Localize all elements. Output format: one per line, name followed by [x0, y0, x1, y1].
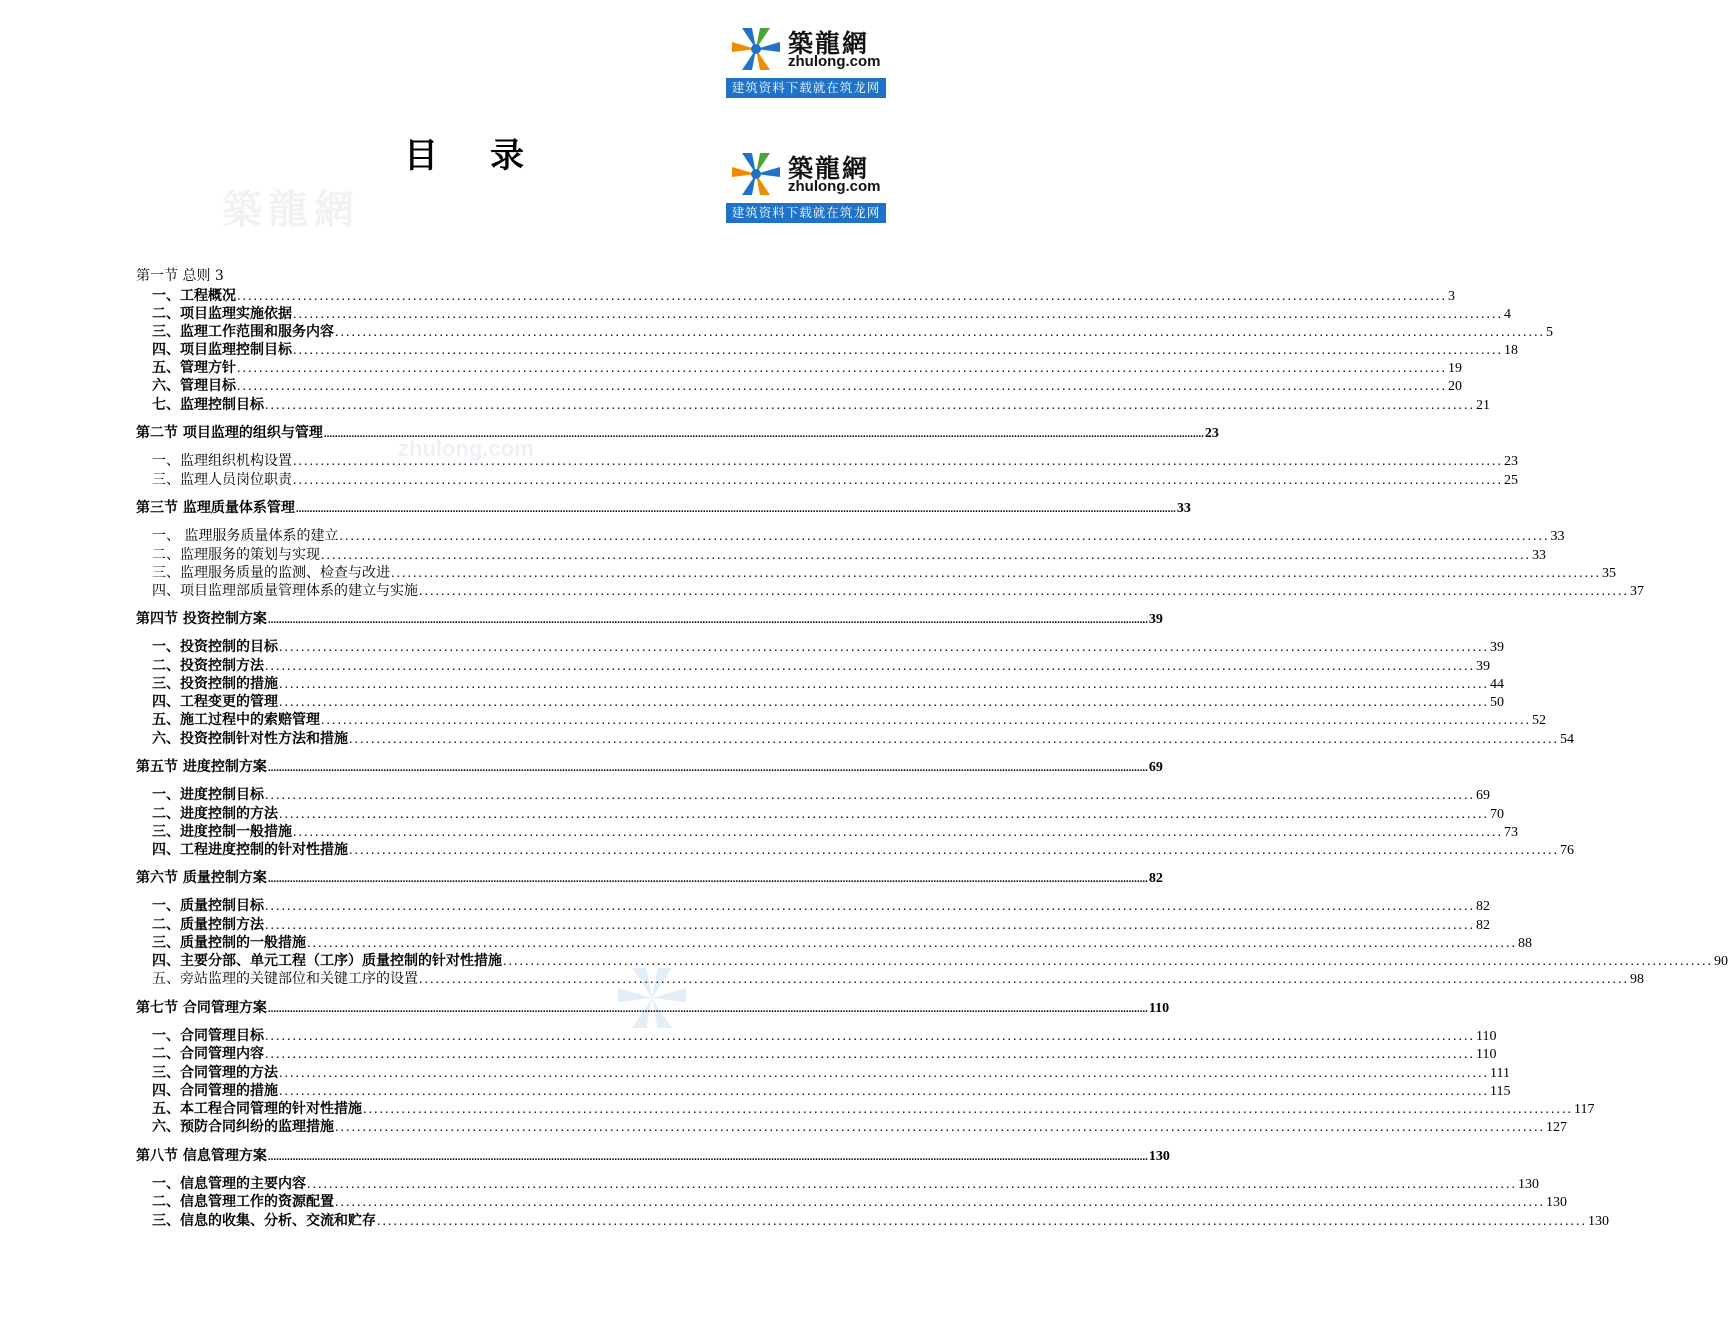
toc-section-heading[interactable]: [136, 608, 1163, 628]
toc-entry[interactable]: [152, 1210, 1609, 1230]
logo-brand-cn: 築龍網: [788, 29, 870, 58]
toc-entry[interactable]: [152, 673, 1504, 693]
toc-entry-title: 三、监理人员岗位职责: [152, 472, 292, 488]
toc-dot-leader: ................................................................................................................................................................................................................................................................................................................................: [267, 1003, 1148, 1015]
toc-entry[interactable]: [152, 375, 1462, 395]
toc-section-heading[interactable]: [136, 422, 1219, 442]
toc-dot-leader: ............................................................................................................................................................................................................................: [377, 1214, 1587, 1229]
toc-page-number: 130: [1518, 1177, 1539, 1192]
toc-dot-leader: ............................................................................................................................................................................................................................: [307, 1177, 1517, 1192]
toc-entry-title: 二、合同管理内容: [152, 1046, 264, 1062]
toc-page-number: 18: [1504, 343, 1518, 358]
toc-entry[interactable]: [152, 691, 1504, 711]
toc-entry[interactable]: [152, 469, 1518, 489]
toc-entry-title: 一、投资控制的目标: [152, 639, 278, 655]
toc-entry-title: 一、监理组织机构设置: [152, 453, 292, 469]
toc-entry-title: 六、管理目标: [152, 378, 236, 394]
toc-page-number: 111: [1490, 1066, 1510, 1081]
toc-entry[interactable]: [152, 1116, 1567, 1136]
toc-entry[interactable]: [152, 580, 1644, 600]
toc-section-heading[interactable]: [136, 265, 436, 285]
toc-page-number: 110: [1148, 1001, 1170, 1016]
toc-entry-title: 一、质量控制目标: [152, 898, 264, 914]
toc-entry[interactable]: [152, 728, 1574, 748]
toc-entry-title: 六、预防合同纠纷的监理措施: [152, 1119, 334, 1135]
toc-dot-leader: ............................................................................................................................................................................................................................: [293, 825, 1503, 840]
toc-entry-title: 二、质量控制方法: [152, 917, 264, 933]
toc-page-number: 25: [1504, 473, 1518, 488]
toc-dot-leader: ............................................................................................................................................................................................................................: [237, 361, 1447, 376]
toc-dot-leader: ............................................................................................................................................................................................................................: [503, 954, 1713, 969]
toc-entry-title: 一、进度控制目标: [152, 787, 264, 803]
toc-page-number: 110: [1476, 1047, 1497, 1062]
toc-dot-leader: ................................................................................................................................................................................................................................................................................................................................: [295, 503, 1176, 515]
toc-entry[interactable]: [152, 1025, 1497, 1045]
toc-dot-leader: ............................................................................................................................................................................................................................: [279, 1084, 1489, 1099]
toc-entry-title: 二、监理服务的策划与实现: [152, 547, 320, 563]
toc-entry[interactable]: [152, 321, 1553, 341]
toc-page-number: 82: [1476, 918, 1490, 933]
toc-dot-leader: ............................................................................................................................................................................................................................: [321, 713, 1531, 728]
toc-dot-leader: ................................................................................................................................................................................................................................................................................................................................: [323, 428, 1204, 440]
toc-entry-title: 一、合同管理目标: [152, 1028, 264, 1044]
toc-page-number: 117: [1574, 1102, 1595, 1117]
toc-dot-leader: ............................................................................................................................................................................................................................: [293, 307, 1503, 322]
toc-entry[interactable]: [152, 1043, 1497, 1063]
toc-entry[interactable]: [152, 394, 1490, 414]
toc-entry[interactable]: [152, 1173, 1539, 1193]
toc-entry-title: 一、工程概况: [152, 288, 236, 304]
toc-page-number: 52: [1532, 713, 1546, 728]
toc-entry-title: 四、工程进度控制的针对性措施: [152, 842, 348, 858]
toc-page-number: 37: [1630, 584, 1644, 599]
toc-page-number: 76: [1560, 843, 1574, 858]
toc-entry-title: 第二节 项目监理的组织与管理: [136, 425, 323, 441]
toc-entry-title: 四、项目监理控制目标: [152, 342, 292, 358]
toc-page-number: 54: [1560, 732, 1574, 747]
toc-page-number: 35: [1602, 566, 1616, 581]
toc-page-number: 88: [1518, 936, 1532, 951]
toc-entry[interactable]: [152, 709, 1546, 729]
toc-page-number: 69: [1476, 788, 1490, 803]
toc-dot-leader: ............................................................................................................................................................................................................................: [363, 1102, 1573, 1117]
toc-page-number: 21: [1476, 398, 1490, 413]
toc-dot-leader: ............................................................................................................................................................................................................................: [335, 325, 1545, 340]
toc-dot-leader: ............................................................................................................................................................................................................................: [321, 548, 1531, 563]
toc-entry[interactable]: [152, 339, 1518, 359]
toc-entry-title: 三、信息的收集、分析、交流和贮存: [152, 1213, 376, 1229]
toc-page-number: 20: [1448, 379, 1462, 394]
toc-page-number: 33: [1176, 501, 1191, 516]
toc-page-number: 69: [1148, 760, 1163, 775]
toc-dot-leader: ............................................................................................................................................................................................................................: [349, 843, 1559, 858]
toc-dot-leader: ............................................................................................................................................................................................................................: [279, 677, 1489, 692]
toc-page-number: 82: [1148, 871, 1163, 886]
toc-dot-leader: ............................................................................................................................................................................................................................: [391, 566, 1601, 581]
toc-dot-leader: ................................................................................................................................................................................................................................................................................................................................: [267, 873, 1148, 885]
toc-page-number: 23: [1204, 426, 1219, 441]
watermark-text-en: zhulong.com: [398, 436, 534, 461]
toc-page-number: 110: [1476, 1029, 1497, 1044]
toc-entry[interactable]: [152, 562, 1616, 582]
toc-dot-leader: ............................................................................................................................................................................................................................: [335, 1120, 1545, 1135]
toc-dot-leader: ............................................................................................................................................................................................................................: [237, 379, 1447, 394]
logo-slogan: 建筑资料下载就在筑龙网: [726, 203, 886, 223]
toc-page-number: 130: [1546, 1195, 1567, 1210]
toc-section-heading[interactable]: [136, 1145, 1170, 1165]
toc-entry[interactable]: [152, 303, 1511, 323]
toc-dot-leader: ............................................................................................................................................................................................................................: [279, 1066, 1489, 1081]
toc-entry[interactable]: [152, 450, 1518, 470]
toc-page-number: 4: [1504, 307, 1511, 322]
toc-dot-leader: ............................................................................................................................................................................................................................: [265, 1029, 1475, 1044]
toc-entry[interactable]: [152, 1080, 1511, 1100]
toc-entry-title: 四、工程变更的管理: [152, 694, 278, 710]
toc-page-number: 82: [1476, 899, 1490, 914]
toc-entry[interactable]: [152, 839, 1574, 859]
toc-section-heading[interactable]: [136, 867, 1163, 887]
toc-entry-title: 第一节 总则 3: [136, 268, 224, 284]
toc-entry[interactable]: [152, 932, 1532, 952]
toc-entry-title: 五、管理方针: [152, 360, 236, 376]
toc-page-number: 130: [1588, 1214, 1609, 1229]
toc-section-heading[interactable]: [136, 756, 1163, 776]
toc-page-number: 127: [1546, 1120, 1567, 1135]
toc-entry-title: 一、信息管理的主要内容: [152, 1176, 306, 1192]
toc-entry-title: 三、合同管理的方法: [152, 1065, 278, 1081]
toc-entry-title: 七、监理控制目标: [152, 397, 264, 413]
toc-page-number: 90: [1714, 954, 1728, 969]
toc-page-number: 115: [1490, 1084, 1511, 1099]
toc-dot-leader: ............................................................................................................................................................................................................................: [265, 918, 1475, 933]
toc-entry[interactable]: [152, 803, 1504, 823]
toc-entry[interactable]: [152, 357, 1462, 377]
toc-entry-title: 二、进度控制的方法: [152, 806, 278, 822]
toc-entry[interactable]: [152, 636, 1504, 656]
toc-dot-leader: ................................................................................................................................................................................................................................................................................................................................: [267, 762, 1148, 774]
toc-entry-title: 三、监理工作范围和服务内容: [152, 324, 334, 340]
toc-entry[interactable]: [152, 285, 1455, 305]
toc-entry-title: 三、监理服务质量的监测、检查与改进: [152, 565, 390, 581]
toc-page-number: 5: [1546, 325, 1553, 340]
toc-dot-leader: ............................................................................................................................................................................................................................: [293, 473, 1503, 488]
toc-page-number: 33: [1532, 548, 1546, 563]
toc-entry-title: 一、 监理服务质量体系的建立: [152, 528, 339, 544]
toc-entry-title: 第七节 合同管理方案: [136, 1000, 267, 1016]
toc-entry[interactable]: [152, 895, 1490, 915]
toc-dot-leader: ............................................................................................................................................................................................................................: [419, 972, 1629, 987]
toc-dot-leader: ............................................................................................................................................................................................................................: [265, 1047, 1475, 1062]
watermark-text-cn: 築龍網: [222, 186, 360, 233]
toc-entry-title: 四、合同管理的措施: [152, 1083, 278, 1099]
toc-page-number: 44: [1490, 677, 1504, 692]
toc-dot-leader: ................................................................................................................................................................................................................................................................................................................................: [267, 1151, 1148, 1163]
toc-page-number: 98: [1630, 972, 1644, 987]
toc-page-number: 130: [1148, 1149, 1170, 1164]
toc-entry-title: 第六节 质量控制方案: [136, 870, 267, 886]
toc-entry[interactable]: [152, 1191, 1567, 1211]
toc-entry[interactable]: [152, 525, 1565, 545]
toc-entry-title: 二、投资控制方法: [152, 658, 264, 674]
toc-page-number: 39: [1490, 640, 1504, 655]
logo-brand-en: zhulong.com: [788, 53, 881, 70]
toc-entry[interactable]: [152, 914, 1490, 934]
toc-dot-leader: ............................................................................................................................................................................................................................: [335, 1195, 1545, 1210]
toc-dot-leader: ............................................................................................................................................................................................................................: [265, 899, 1475, 914]
toc-page-number: 19: [1448, 361, 1462, 376]
toc-entry-title: 三、投资控制的措施: [152, 676, 278, 692]
toc-entry-title: 三、质量控制的一般措施: [152, 935, 306, 951]
toc-entry-title: 四、主要分部、单元工程（工序）质量控制的针对性措施: [152, 953, 502, 969]
toc-dot-leader: ............................................................................................................................................................................................................................: [339, 529, 1550, 544]
toc-dot-leader: ................................................................................................................................................................................................................................................................................................................................: [267, 614, 1148, 626]
toc-dot-leader: ............................................................................................................................................................................................................................: [419, 584, 1629, 599]
toc-entry-title: 三、进度控制一般措施: [152, 824, 292, 840]
toc-page-number: 23: [1504, 454, 1518, 469]
toc-entry-title: 五、施工过程中的索赔管理: [152, 712, 320, 728]
toc-dot-leader: ............................................................................................................................................................................................................................: [307, 936, 1517, 951]
toc-entry-title: 四、项目监理部质量管理体系的建立与实施: [152, 583, 418, 599]
toc-dot-leader: ............................................................................................................................................................................................................................: [279, 640, 1489, 655]
toc-entry[interactable]: [152, 950, 1728, 970]
toc-dot-leader: ............................................................................................................................................................................................................................: [265, 398, 1475, 413]
toc-page-number: 70: [1490, 807, 1504, 822]
toc-entry-title: 第五节 进度控制方案: [136, 759, 267, 775]
toc-entry[interactable]: [152, 784, 1490, 804]
toc-entry-title: 第四节 投资控制方案: [136, 611, 267, 627]
toc-entry-title: 六、投资控制针对性方法和措施: [152, 731, 348, 747]
toc-page-number: 73: [1504, 825, 1518, 840]
toc-page-number: 50: [1490, 695, 1504, 710]
toc-section-heading[interactable]: [136, 997, 1170, 1017]
toc-dot-leader: ............................................................................................................................................................................................................................: [279, 807, 1489, 822]
toc-dot-leader: ............................................................................................................................................................................................................................: [349, 732, 1559, 747]
toc-entry-title: 二、项目监理实施依据: [152, 306, 292, 322]
toc-page-number: 39: [1476, 659, 1490, 674]
toc-page-number: 33: [1550, 529, 1565, 544]
page-title: 目录: [404, 136, 576, 176]
toc-dot-leader: ............................................................................................................................................................................................................................: [293, 454, 1503, 469]
toc-entry[interactable]: [152, 1098, 1595, 1118]
toc-entry[interactable]: [152, 544, 1546, 564]
logo-brand-cn: 築龍網: [788, 154, 870, 183]
logo-slogan: 建筑资料下载就在筑龙网: [726, 78, 886, 98]
toc-entry-title: 二、信息管理工作的资源配置: [152, 1194, 334, 1210]
toc-dot-leader: ............................................................................................................................................................................................................................: [293, 343, 1503, 358]
toc-section-heading[interactable]: [136, 497, 1191, 517]
toc-page-number: 3: [1448, 289, 1455, 304]
toc-page-number: 39: [1148, 612, 1163, 627]
toc-entry-title: 五、本工程合同管理的针对性措施: [152, 1101, 362, 1117]
toc-entry[interactable]: [152, 1062, 1510, 1082]
toc-entry[interactable]: [152, 655, 1490, 675]
logo-brand-en: zhulong.com: [788, 178, 881, 195]
toc-dot-leader: ............................................................................................................................................................................................................................: [279, 695, 1489, 710]
toc-entry[interactable]: [152, 968, 1644, 988]
toc-entry-title: 第八节 信息管理方案: [136, 1148, 267, 1164]
toc-dot-leader: ............................................................................................................................................................................................................................: [237, 289, 1447, 304]
toc-dot-leader: ............................................................................................................................................................................................................................: [265, 788, 1475, 803]
toc-dot-leader: ............................................................................................................................................................................................................................: [265, 659, 1475, 674]
toc-entry-title: 五、旁站监理的关键部位和关键工序的设置: [152, 971, 418, 987]
toc-entry-title: 第三节 监理质量体系管理: [136, 500, 295, 516]
toc-entry[interactable]: [152, 821, 1518, 841]
